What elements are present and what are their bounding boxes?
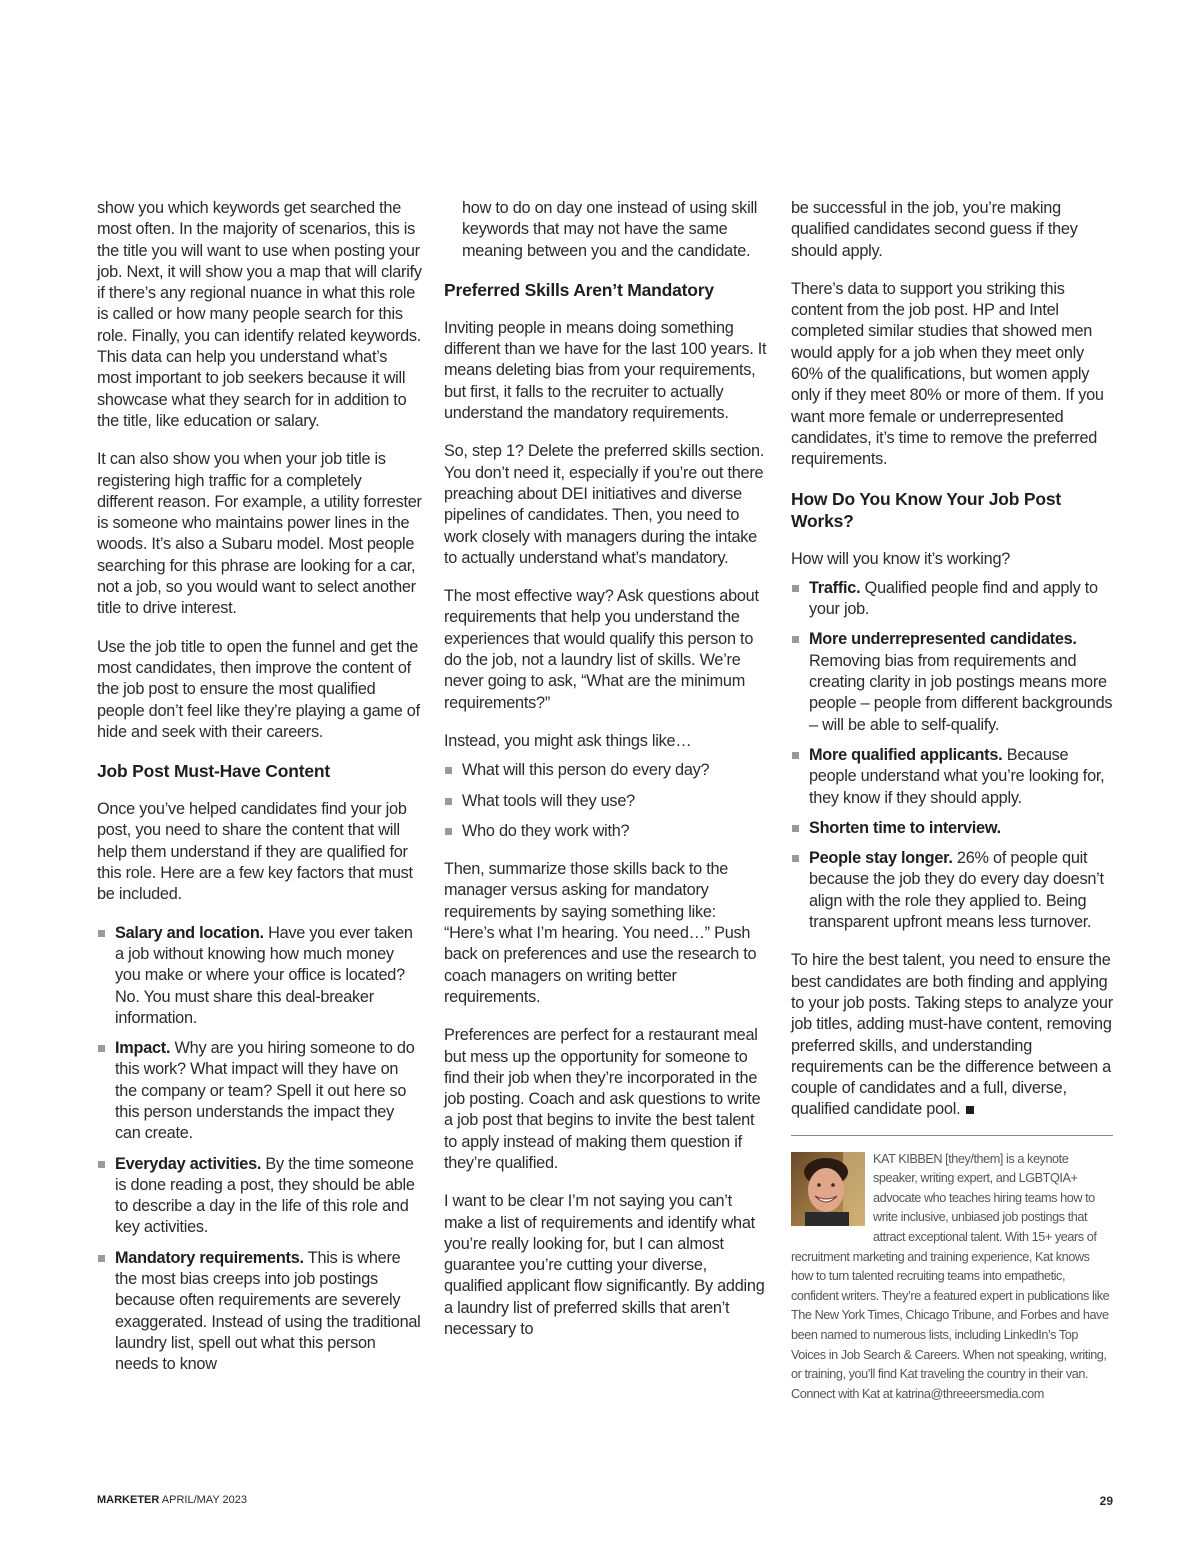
list-item-text: Have you ever taken a job without knowing how much money you make or where your office is located? No. You must share this deal-breaker information.: [115, 923, 413, 1027]
list-item-title: Shorten time to interview.: [809, 818, 1001, 837]
paragraph: There’s data to support you striking this content from the job post. HP and Intel completed similar studies that showed men would apply for a job when they meet only 60% of the qualifications, but women apply only if they meet 80% or more of them. If you want more female or underrepresented candidates, it’s time to remove the preferred requirements.: [791, 279, 1104, 469]
list-item-text: Why are you hiring someone to do this work? What impact will they have on the company or team? Spell it out here so this person understands the impact they can create.: [115, 1039, 415, 1143]
list-item-title: More underrepresented candidates.: [809, 630, 1077, 649]
list-item: [97, 1038, 422, 1144]
end-of-article-icon: [966, 1106, 974, 1114]
column-3: [791, 198, 1113, 1404]
section-heading: Preferred Skills Aren’t Mandatory: [444, 279, 714, 300]
paragraph: How will you know it’s working?: [791, 549, 1011, 568]
list-item: [97, 1154, 422, 1239]
closing-paragraph: [791, 950, 1113, 1120]
paragraph: Preferences are perfect for a restaurant meal but mess up the opportunity for someone to find their job when they’re incorporated in the job posting. Coach and ask questions to write a job post that begins to invite the best talent to apply instead of making them question if they’re qualified.: [444, 1026, 761, 1172]
paragraph: how to do on day one instead of using skill keywords that may not have the same meaning between you and the candidate.: [462, 199, 758, 260]
list-item-title: Salary and location.: [115, 923, 264, 942]
column-2: [444, 198, 769, 1357]
list-item: [97, 923, 422, 1029]
paragraph: Use the job title to open the funnel and get the most candidates, then improve the content of the job post to ensure the most qualified people don’t feel like they’re playing a game of hide and seek with their careers.: [97, 637, 420, 741]
list-item: [444, 760, 769, 781]
list-item: [791, 818, 1113, 839]
section-heading: Job Post Must-Have Content: [97, 761, 331, 782]
paragraph: show you which keywords get searched the most often. In the majority of scenarios, this is the title you will want to use when posting your job. Next, it will show you a map that will clarify if there’s any regional nuance in what this role is called or how many people search for this role. Finally, you can identify related keywords. This data can help you understand what’s most important to job seekers because it will showcase what they search for in addition to the title, like education or salary.: [97, 199, 422, 430]
square-bullet-icon: [445, 828, 452, 835]
list-item-text: What will this person do every day?: [462, 761, 710, 780]
magazine-name: MARKETER: [97, 1494, 160, 1506]
paragraph: So, step 1? Delete the preferred skills section. You don’t need it, especially if you’re out there preaching about DEI initiatives and diverse pipelines of candidates. Then, you need to work closely with managers during the intake to actually understand what’s mandatory.: [444, 442, 765, 567]
list-item-title: Everyday activities.: [115, 1154, 262, 1173]
square-bullet-icon: [792, 855, 799, 862]
square-bullet-icon: [98, 1045, 105, 1052]
author-photo: [791, 1152, 865, 1226]
list-item: [97, 1248, 422, 1376]
list-item-text: Qualified people find and apply to your job.: [809, 578, 1098, 619]
issue-date: APRIL/MAY 2023: [159, 1494, 247, 1506]
paragraph-text: To hire the best talent, you need to ensure the best candidates are both finding and applying to your job posts. Taking steps to analyze your job titles, adding must-have content, removing preferred skills, and understanding requirements can be the difference between a couple of candidates and a full, diverse, qualified candidate pool.: [791, 951, 1113, 1119]
section-heading: How Do You Know Your Job Post Works?: [791, 488, 1061, 531]
list-item: [791, 629, 1113, 735]
list-item: [444, 821, 769, 842]
column-1: [97, 198, 422, 1393]
footer-publication: [97, 1494, 247, 1506]
square-bullet-icon: [445, 767, 452, 774]
list-item-title: More qualified applicants.: [809, 745, 1003, 764]
bullet-list: [791, 578, 1113, 933]
paragraph: Once you’ve helped candidates find your job post, you need to share the content that will help them understand if they are qualified for this role. Here are a few key factors that must be included.: [97, 800, 413, 904]
paragraph: I want to be clear I’m not saying you can’t make a list of requirements and identify what you’re really looking for, but I can almost guarantee you’re cutting your diverse, qualified applicant flow significantly. By adding a laundry list of preferred skills that aren’t necessary to: [444, 1192, 765, 1339]
list-item-title: Mandatory requirements.: [115, 1248, 304, 1267]
square-bullet-icon: [98, 1255, 105, 1262]
square-bullet-icon: [792, 752, 799, 759]
paragraph: Then, summarize those skills back to the manager versus asking for mandatory requirements by saying something like: “Here’s what I’m hearing. You need…” Push back on preferences and use the research to coach managers on writing better requirements.: [444, 860, 757, 1006]
list-item-title: People stay longer.: [809, 849, 953, 868]
author-bio: [791, 1150, 1113, 1405]
square-bullet-icon: [792, 636, 799, 643]
list-item-text: Who do they work with?: [462, 821, 630, 840]
list-item-text: By the time someone is done reading a post, they should be able to describe a day in the life of this role and key activities.: [115, 1154, 415, 1237]
paragraph: Inviting people in means doing something different than we have for the last 100 years. It means deleting bias from your requirements, but first, it falls to the recruiter to actually understand the mandatory requirements.: [444, 318, 767, 423]
square-bullet-icon: [792, 825, 799, 832]
list-item-text: Removing bias from requirements and creating clarity in job postings means more people – people from different backgrounds – will be able to self-qualify.: [809, 651, 1113, 734]
divider: [791, 1135, 1113, 1136]
list-item-text: 26% of people quit because the job they do every day doesn’t align with the role they applied to. Being transparent upfront means less turnover.: [809, 849, 1104, 932]
paragraph: be successful in the job, you’re making qualified candidates second guess if they should apply.: [791, 199, 1078, 260]
page-number: 29: [1099, 1494, 1113, 1508]
list-item: [791, 745, 1113, 809]
question-list: [444, 760, 769, 842]
paragraph: The most effective way? Ask questions about requirements that help you understand the experiences that would qualify this person to do the job, not a laundry list of skills. We’re never going to ask, “What are the minimum requirements?”: [444, 587, 759, 712]
list-item: [444, 791, 769, 812]
list-item-title: Traffic.: [809, 578, 861, 597]
square-bullet-icon: [792, 585, 799, 592]
bio-text: KAT KIBBEN [they/them] is a keynote speaker, writing expert, and LGBTQIA+ advocate who teaches hiring teams how to write inclusive, unbiased job postings that attract exceptional talent. With 15+ years of recruitment marketing and training experience, Kat knows how to turn talented recruiting teams into empathetic, confident writers. They’re a featured expert in publications like The New York Times, Chicago Tribune, and Forbes and have been named to numerous lists, including LinkedIn’s Top Voices in Job Search & Careers. When not speaking, writing, or training, you’ll find Kat traveling the country in their van. Connect with Kat at katrina@threeersmedia.com: [791, 1151, 1110, 1401]
list-item-title: Impact.: [115, 1039, 171, 1058]
paragraph: It can also show you when your job title is registering high traffic for a completely different reason. For example, a utility forrester is someone who maintains power lines in the woods. It’s also a Subaru model. Most people searching for this phrase are looking for a car, not a job, so you would want to select another title to drive interest.: [97, 450, 422, 618]
square-bullet-icon: [445, 798, 452, 805]
list-item: [791, 848, 1113, 933]
list-item-text: Because people understand what you’re looking for, they know if they should apply.: [809, 745, 1105, 807]
list-item-text: What tools will they use?: [462, 791, 635, 810]
list-item-text: This is where the most bias creeps into job postings because often requirements are severely exaggerated. Instead of using the traditional laundry list, spell out what this person needs to know: [115, 1248, 421, 1374]
square-bullet-icon: [98, 930, 105, 937]
bullet-list: [97, 923, 422, 1376]
square-bullet-icon: [98, 1161, 105, 1168]
paragraph: Instead, you might ask things like…: [444, 731, 692, 750]
list-item: [791, 578, 1113, 621]
